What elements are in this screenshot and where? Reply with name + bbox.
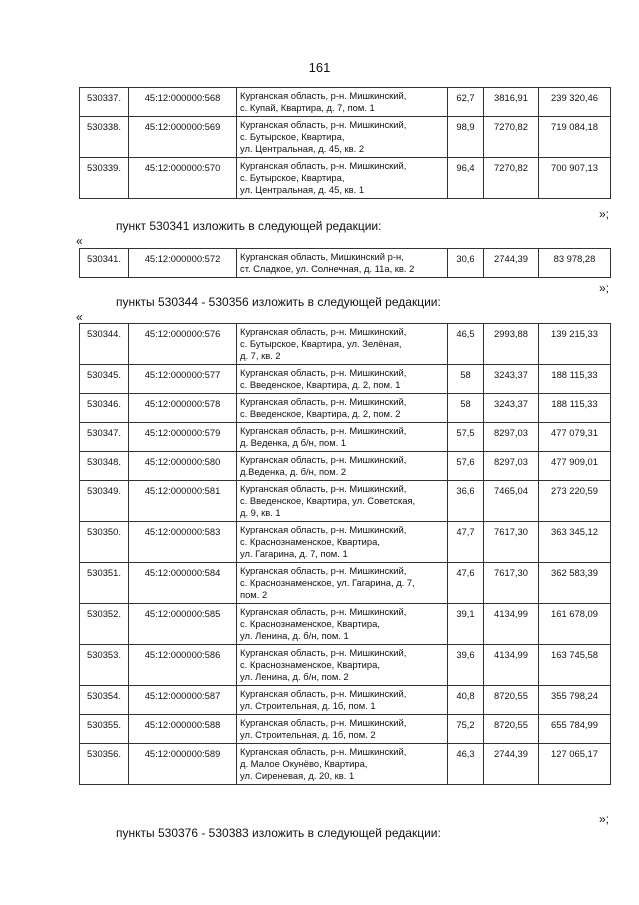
rate-cell: 4134,99 bbox=[484, 604, 539, 645]
table-row bbox=[80, 522, 611, 563]
item-number-cell: 530346. bbox=[80, 394, 129, 423]
address-cell: Курганская область, р-н. Мишкинский, с. Бутырское, Квартира, ул. Центральная, д. 45, кв. 1 bbox=[237, 158, 448, 199]
value-cell: 83 978,28 bbox=[539, 249, 611, 278]
area-cell: 98,9 bbox=[448, 117, 484, 158]
item-number-cell: 530353. bbox=[80, 645, 129, 686]
value-cell: 163 745,58 bbox=[539, 645, 611, 686]
table-row bbox=[80, 365, 611, 394]
cadastral-number-cell: 45:12:000000:583 bbox=[129, 522, 237, 563]
table-row bbox=[80, 645, 611, 686]
address-cell: Курганская область, р-н. Мишкинский, с. Краснознаменское, Квартира, ул. Ленина, д. б/н, пом. 1 bbox=[237, 604, 448, 645]
item-number-cell: 530345. bbox=[80, 365, 129, 394]
item-number-cell: 530356. bbox=[80, 744, 129, 785]
item-number-cell: 530351. bbox=[80, 563, 129, 604]
table-row bbox=[80, 88, 611, 117]
address-cell: Курганская область, р-н. Мишкинский, с. Введенское, Квартира, д. 2, пом. 2 bbox=[237, 394, 448, 423]
value-cell: 161 678,09 bbox=[539, 604, 611, 645]
close-quote-3: »; bbox=[598, 812, 609, 826]
value-cell: 273 220,59 bbox=[539, 481, 611, 522]
address-cell: Курганская область, р-н. Мишкинский, с. Бутырское, Квартира, ул. Зелёная, д. 7, кв. 2 bbox=[237, 324, 448, 365]
value-cell: 477 079,31 bbox=[539, 423, 611, 452]
address-cell: Курганская область, р-н. Мишкинский, с. Введенское, Квартира, д. 2, пом. 1 bbox=[237, 365, 448, 394]
address-cell: Курганская область, р-н. Мишкинский, д. Веденка, д б/н, пом. 1 bbox=[237, 423, 448, 452]
item-number-cell: 530354. bbox=[80, 686, 129, 715]
item-number-cell: 530355. bbox=[80, 715, 129, 744]
area-cell: 30,6 bbox=[448, 249, 484, 278]
open-quote-1: « bbox=[76, 234, 83, 248]
value-cell: 188 115,33 bbox=[539, 365, 611, 394]
area-cell: 58 bbox=[448, 394, 484, 423]
close-quote-2: »; bbox=[598, 281, 609, 295]
area-cell: 96,4 bbox=[448, 158, 484, 199]
cadastral-number-cell: 45:12:000000:585 bbox=[129, 604, 237, 645]
rate-cell: 3816,91 bbox=[484, 88, 539, 117]
instruction-3: пункты 530376 - 530383 изложить в следующей редакции: bbox=[116, 826, 441, 840]
table-row bbox=[80, 117, 611, 158]
address-cell: Курганская область, р-н. Мишкинский, с. Купай, Квартира, д. 7, пом. 1 bbox=[237, 88, 448, 117]
item-number-cell: 530344. bbox=[80, 324, 129, 365]
value-cell: 355 798,24 bbox=[539, 686, 611, 715]
rate-cell: 2744,39 bbox=[484, 744, 539, 785]
table-row bbox=[80, 324, 611, 365]
address-cell: Курганская область, р-н. Мишкинский, с. Краснознаменское, Квартира, ул. Ленина, д. б/н, пом. 2 bbox=[237, 645, 448, 686]
table-row bbox=[80, 604, 611, 645]
rate-cell: 8720,55 bbox=[484, 686, 539, 715]
open-quote-2: « bbox=[76, 310, 83, 324]
item-number-cell: 530337. bbox=[80, 88, 129, 117]
value-cell: 239 320,46 bbox=[539, 88, 611, 117]
address-cell: Курганская область, р-н. Мишкинский, д.Веденка, д. б/н, пом. 2 bbox=[237, 452, 448, 481]
value-cell: 363 345,12 bbox=[539, 522, 611, 563]
table-row bbox=[80, 423, 611, 452]
rate-cell: 2993,88 bbox=[484, 324, 539, 365]
table-row bbox=[80, 394, 611, 423]
address-cell: Курганская область, р-н. Мишкинский, с. Краснознаменское, ул. Гагарина, д. 7, пом. 2 bbox=[237, 563, 448, 604]
cadastral-number-cell: 45:12:000000:580 bbox=[129, 452, 237, 481]
rate-cell: 3243,37 bbox=[484, 365, 539, 394]
close-quote-1: »; bbox=[598, 207, 609, 221]
item-number-cell: 530338. bbox=[80, 117, 129, 158]
area-cell: 75,2 bbox=[448, 715, 484, 744]
instruction-2: пункты 530344 - 530356 изложить в следующей редакции: bbox=[116, 295, 441, 309]
item-number-cell: 530349. bbox=[80, 481, 129, 522]
area-cell: 46,3 bbox=[448, 744, 484, 785]
rate-cell: 8297,03 bbox=[484, 423, 539, 452]
rate-cell: 7270,82 bbox=[484, 117, 539, 158]
item-number-cell: 530347. bbox=[80, 423, 129, 452]
area-cell: 47,7 bbox=[448, 522, 484, 563]
rate-cell: 7617,30 bbox=[484, 563, 539, 604]
area-cell: 57,6 bbox=[448, 452, 484, 481]
area-cell: 46,5 bbox=[448, 324, 484, 365]
value-cell: 139 215,33 bbox=[539, 324, 611, 365]
table-row bbox=[80, 686, 611, 715]
area-cell: 39,6 bbox=[448, 645, 484, 686]
data-table-3 bbox=[79, 323, 611, 785]
cadastral-number-cell: 45:12:000000:577 bbox=[129, 365, 237, 394]
value-cell: 655 784,99 bbox=[539, 715, 611, 744]
value-cell: 700 907,13 bbox=[539, 158, 611, 199]
cadastral-number-cell: 45:12:000000:578 bbox=[129, 394, 237, 423]
address-cell: Курганская область, р-н. Мишкинский, д. Малое Окунёво, Квартира, ул. Сиреневая, д. 20, кв. 1 bbox=[237, 744, 448, 785]
area-cell: 40,8 bbox=[448, 686, 484, 715]
value-cell: 362 583,39 bbox=[539, 563, 611, 604]
table-row bbox=[80, 249, 611, 278]
cadastral-number-cell: 45:12:000000:584 bbox=[129, 563, 237, 604]
value-cell: 188 115,33 bbox=[539, 394, 611, 423]
rate-cell: 2744,39 bbox=[484, 249, 539, 278]
value-cell: 719 084,18 bbox=[539, 117, 611, 158]
cadastral-number-cell: 45:12:000000:586 bbox=[129, 645, 237, 686]
rate-cell: 7270,82 bbox=[484, 158, 539, 199]
area-cell: 62,7 bbox=[448, 88, 484, 117]
rate-cell: 3243,37 bbox=[484, 394, 539, 423]
cadastral-number-cell: 45:12:000000:579 bbox=[129, 423, 237, 452]
table-row bbox=[80, 158, 611, 199]
table-row bbox=[80, 744, 611, 785]
item-number-cell: 530339. bbox=[80, 158, 129, 199]
rate-cell: 4134,99 bbox=[484, 645, 539, 686]
table-row bbox=[80, 452, 611, 481]
table-row bbox=[80, 563, 611, 604]
cadastral-number-cell: 45:12:000000:569 bbox=[129, 117, 237, 158]
rate-cell: 7465,04 bbox=[484, 481, 539, 522]
area-cell: 36,6 bbox=[448, 481, 484, 522]
data-table-2 bbox=[79, 248, 611, 278]
item-number-cell: 530348. bbox=[80, 452, 129, 481]
cadastral-number-cell: 45:12:000000:576 bbox=[129, 324, 237, 365]
cadastral-number-cell: 45:12:000000:587 bbox=[129, 686, 237, 715]
rate-cell: 8297,03 bbox=[484, 452, 539, 481]
cadastral-number-cell: 45:12:000000:568 bbox=[129, 88, 237, 117]
rate-cell: 8720,55 bbox=[484, 715, 539, 744]
cadastral-number-cell: 45:12:000000:589 bbox=[129, 744, 237, 785]
area-cell: 39,1 bbox=[448, 604, 484, 645]
item-number-cell: 530352. bbox=[80, 604, 129, 645]
instruction-1: пункт 530341 изложить в следующей редакции: bbox=[116, 219, 382, 233]
value-cell: 477 909,01 bbox=[539, 452, 611, 481]
area-cell: 57,5 bbox=[448, 423, 484, 452]
cadastral-number-cell: 45:12:000000:588 bbox=[129, 715, 237, 744]
table-row bbox=[80, 715, 611, 744]
area-cell: 58 bbox=[448, 365, 484, 394]
address-cell: Курганская область, Мишкинский р-н, ст. Сладкое, ул. Солнечная, д. 11а, кв. 2 bbox=[237, 249, 448, 278]
address-cell: Курганская область, р-н. Мишкинский, ул. Строительная, д. 1б, пом. 2 bbox=[237, 715, 448, 744]
cadastral-number-cell: 45:12:000000:570 bbox=[129, 158, 237, 199]
cadastral-number-cell: 45:12:000000:581 bbox=[129, 481, 237, 522]
address-cell: Курганская область, р-н. Мишкинский, с. Введенское, Квартира, ул. Советская, д. 9, кв. 1 bbox=[237, 481, 448, 522]
address-cell: Курганская область, р-н. Мишкинский, ул. Строительная, д. 1б, пом. 1 bbox=[237, 686, 448, 715]
item-number-cell: 530341. bbox=[80, 249, 129, 278]
table-row bbox=[80, 481, 611, 522]
cadastral-number-cell: 45:12:000000:572 bbox=[129, 249, 237, 278]
page-number: 161 bbox=[308, 60, 331, 75]
data-table-1 bbox=[79, 87, 611, 199]
address-cell: Курганская область, р-н. Мишкинский, с. Бутырское, Квартира, ул. Центральная, д. 45, кв. 2 bbox=[237, 117, 448, 158]
item-number-cell: 530350. bbox=[80, 522, 129, 563]
rate-cell: 7617,30 bbox=[484, 522, 539, 563]
area-cell: 47,6 bbox=[448, 563, 484, 604]
value-cell: 127 065,17 bbox=[539, 744, 611, 785]
address-cell: Курганская область, р-н. Мишкинский, с. Краснознаменское, Квартира, ул. Гагарина, д. 7, пом. 1 bbox=[237, 522, 448, 563]
